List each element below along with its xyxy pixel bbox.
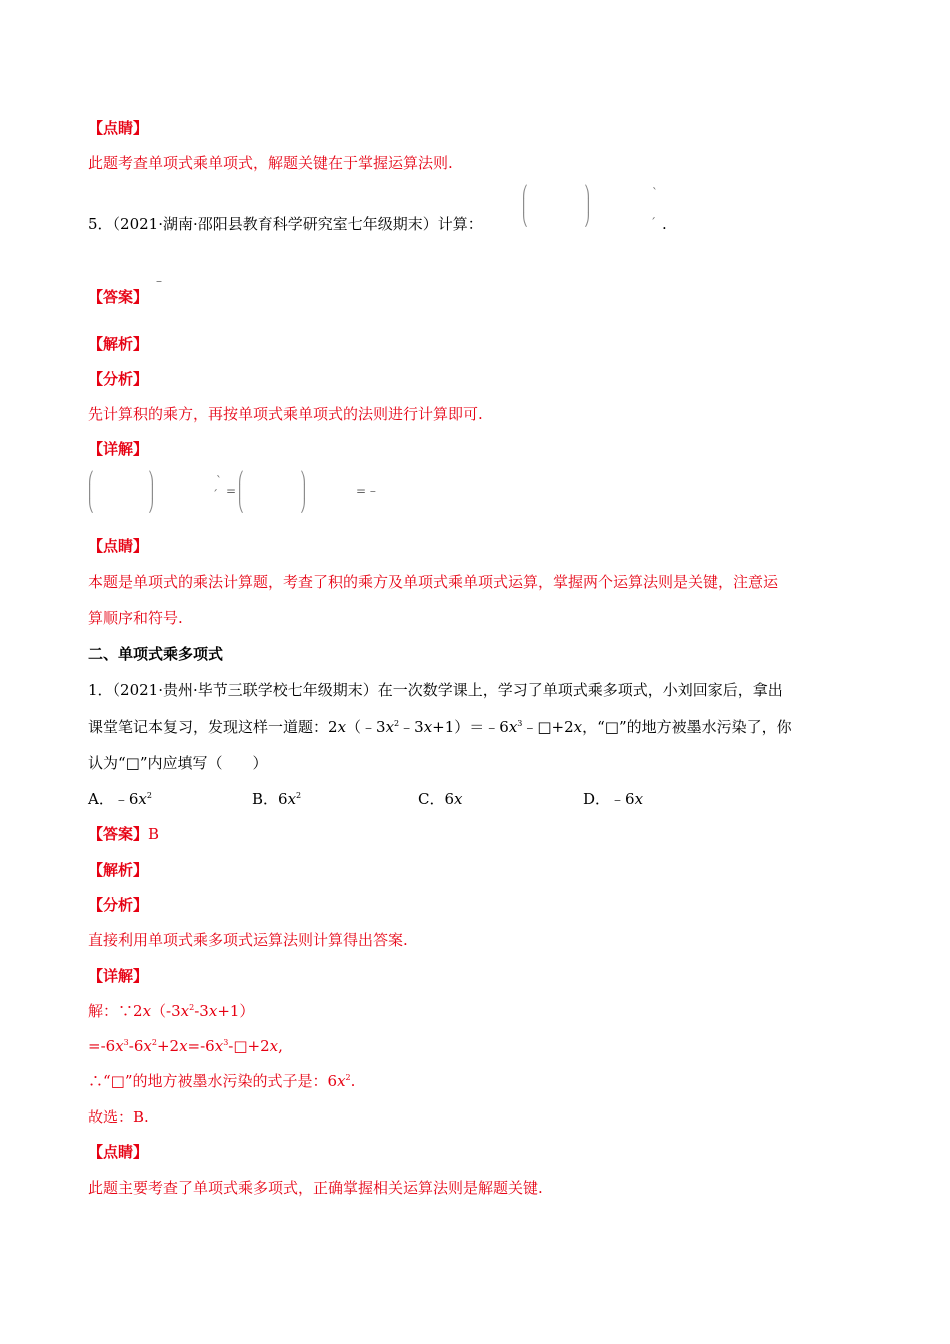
q2-1-solution-line3: ∴“□”的地方被墨水污染的式子是：$6x^2$. <box>88 1072 356 1090</box>
q2-1-line2-prefix: 课堂笔记本复习，发现这样一道题： <box>88 718 329 736</box>
heading-dianjing-q5: 【点睛】 <box>88 537 149 555</box>
q2-1-solution-line2: $=-6x^3-6x^2+2x=-6x^3-□+2x$, <box>88 1037 283 1055</box>
heading-jiexi-q2-1: 【解析】 <box>88 861 149 879</box>
heading-xiangjie-q2-1: 【详解】 <box>88 967 149 985</box>
q5-dianjing-line1: 本题是单项式的乘法计算题，考查了积的乘方及单项式乘单项式运算，掌握两个运算法则是关键，注意运 <box>88 573 779 591</box>
q2-1-equation: $2x(﹣3x^2﹣3x+1)=﹣6x^3﹣□+2x$ <box>328 718 583 736</box>
q2-1-stem-line3: 认为“□”内应填写（ ） <box>88 754 268 772</box>
q5-answer-formula: – <box>156 274 162 288</box>
q4-dianjing-text: 此题考查单项式乘单项式，解题关键在于掌握运算法则. <box>88 154 453 172</box>
q2-1-choose: 故选：B. <box>88 1108 149 1126</box>
q2-1-line2-suffix: ，“□”的地方被墨水污染了，你 <box>582 718 792 736</box>
q5-dianjing-line2: 算顺序和符号. <box>88 609 183 627</box>
q5-end: . <box>662 215 667 233</box>
option-c[interactable]: C．6x <box>418 790 463 808</box>
heading-answer-q2-1: 【答案】B <box>88 825 160 843</box>
heading-fenxi-q5: 【分析】 <box>88 370 149 388</box>
q2-1-solution-line1: 解：$\because 2x(-3x^2-3x+1)$ <box>88 1002 255 1020</box>
q2-1-answer-value: B <box>148 825 160 843</box>
option-a[interactable]: A．$﹣6x^2$ <box>88 790 152 808</box>
heading-xiangjie-q5: 【详解】 <box>88 440 149 458</box>
q2-1-dianjing-text: 此题主要考查了单项式乘多项式，正确掌握相关运算法则是解题关键. <box>88 1179 543 1197</box>
q5-stem <box>88 214 483 234</box>
heading-dianjing-q4: 【点睛】 <box>88 119 149 137</box>
q2-1-fenxi-text: 直接利用单项式乘多项式运算法则计算得出答案. <box>88 931 408 949</box>
q2-1-stem-line1: 1．（2021·贵州·毕节三联学校七年级期末）在一次数学课上，学习了单项式乘多项式，小刘回家后，拿出 <box>88 681 783 699</box>
option-b[interactable]: B．$6x^2$ <box>252 790 302 808</box>
q5-fenxi-text: 先计算积的乘方，再按单项式乘单项式的法则进行计算即可. <box>88 405 483 423</box>
heading-answer-q5: 【答案】 <box>88 288 149 306</box>
q2-1-stem-line2 <box>88 717 792 737</box>
heading-jiexi-q5: 【解析】 <box>88 335 149 353</box>
section-title: 二、单项式乘多项式 <box>88 645 224 663</box>
heading-fenxi-q2-1: 【分析】 <box>88 896 149 914</box>
q5-source: （2021·湖南·邵阳县教育科学研究室七年级期末）计算： <box>112 215 483 233</box>
heading-dianjing-q2-1: 【点睛】 <box>88 1143 149 1161</box>
q5-number: 5． <box>88 215 113 233</box>
option-d[interactable]: D．﹣6x <box>583 790 644 808</box>
